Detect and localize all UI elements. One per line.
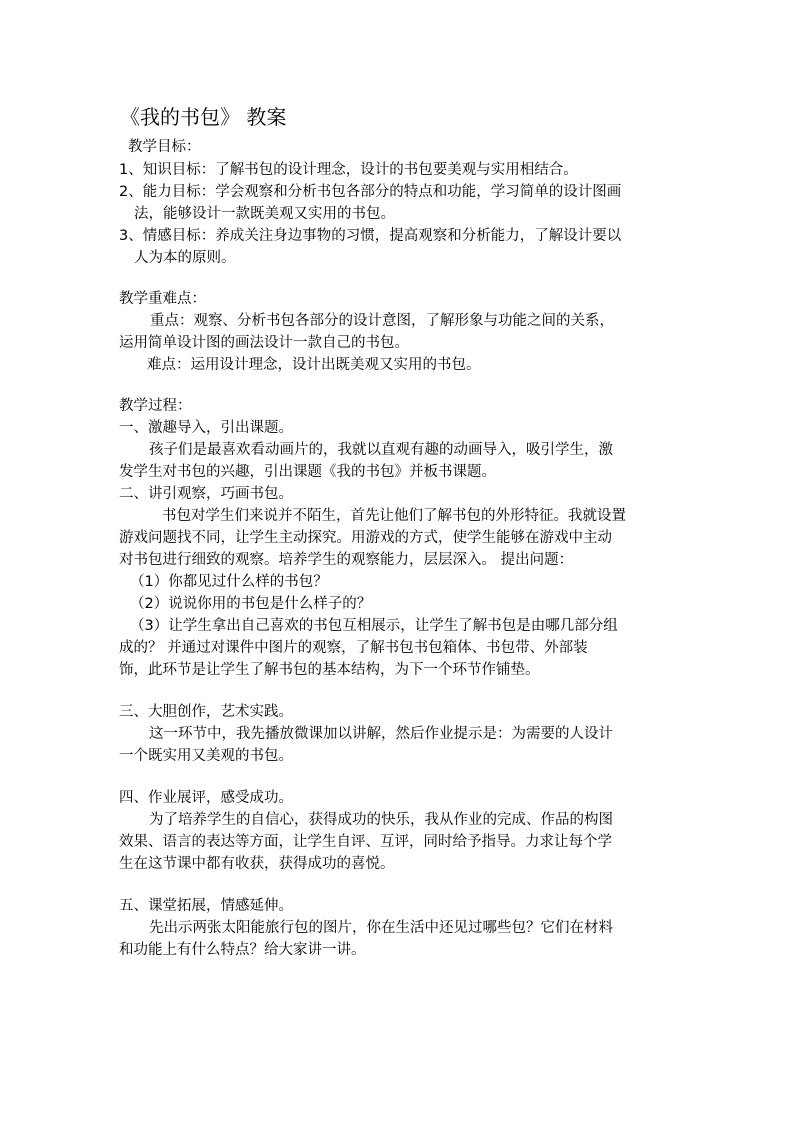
section-title: 一、激趣导入，引出课题。: [119, 420, 293, 436]
paragraph-line: 生在这节课中都有收获，获得成功的喜悦。: [119, 856, 395, 872]
objectives-heading: 教学目标：: [128, 139, 201, 155]
document-title: 《我的书包》 教案: [120, 105, 287, 129]
section-title: 五、课堂拓展，情感延伸。: [119, 898, 293, 914]
process-heading: 教学过程：: [119, 398, 192, 414]
objective-item: 2、能力目标：学会观察和分析书包各部分的特点和功能，学习简单的设计图画: [119, 184, 622, 200]
paragraph-line: 效果、语言的表达等方面，让学生自评、互评，同时给予指导。力求让每个学: [119, 834, 612, 850]
paragraph-line: 一个既实用又美观的书包。: [119, 748, 293, 764]
paragraph-line: 游戏问题找不同，让学生主动探究。用游戏的方式，使学生能够在游戏中主动: [119, 530, 612, 546]
paragraph-line: 发学生对书包的兴趣，引出课题《我的书包》并板书课题。: [119, 464, 496, 480]
paragraph-line: 先出示两张太阳能旅行包的图片，你在生活中还见过哪些包？它们在材料: [149, 920, 613, 936]
question-item: （1）你都见过什么样的书包？: [130, 574, 328, 590]
key-point-line: 重点：观察、分析书包各部分的设计意图，了解形象与功能之间的关系，: [150, 313, 614, 329]
section-title: 二、讲引观察，巧画书包。: [119, 486, 293, 502]
paragraph-line: 成的？ 并通过对课件中图片的观察，了解书包书包箱体、书包带、外部装: [119, 640, 588, 656]
objective-item: 3、情感目标：养成关注身边事物的习惯，提高观察和分析能力，了解设计要以: [119, 228, 622, 244]
paragraph-line: 书包对学生们来说并不陌生，首先让他们了解书包的外形特征。我就设置: [162, 508, 626, 524]
objective-item: 1、知识目标：了解书包的设计理念，设计的书包要美观与实用相结合。: [119, 162, 578, 178]
paragraph-line: 对书包进行细致的观察。培养学生的观察能力，层层深入。 提出问题：: [119, 552, 574, 568]
question-item: （3）让学生拿出自己喜欢的书包互相展示，让学生了解书包是由哪几部分组: [130, 618, 618, 634]
key-point-line: 运用简单设计图的画法设计一款自己的书包。: [119, 335, 409, 351]
paragraph-line: 和功能上有什么特点？给大家讲一讲。: [119, 942, 366, 958]
key-point-line: 难点：运用设计理念，设计出既美观又实用的书包。: [147, 357, 481, 373]
section-title: 三、大胆创作，艺术实践。: [119, 704, 293, 720]
paragraph-line: 为了培养学生的自信心，获得成功的快乐，我从作业的完成、作品的构图: [149, 812, 613, 828]
paragraph-line: 饰，此环节是让学生了解书包的基本结构，为下一个环节作铺垫。: [119, 662, 540, 678]
question-item: （2）说说你用的书包是什么样子的？: [130, 596, 372, 612]
objective-item: 法，能够设计一款既美观又实用的书包。: [134, 206, 395, 222]
key-points-heading: 教学重难点：: [119, 291, 206, 307]
paragraph-line: 这一环节中，我先播放微课加以讲解，然后作业提示是：为需要的人设计: [149, 726, 613, 742]
objective-item: 人为本的原则。: [134, 250, 236, 266]
section-title: 四、作业展评，感受成功。: [119, 790, 293, 806]
paragraph-line: 孩子们是最喜欢看动画片的，我就以直观有趣的动画导入，吸引学生，激: [149, 442, 613, 458]
